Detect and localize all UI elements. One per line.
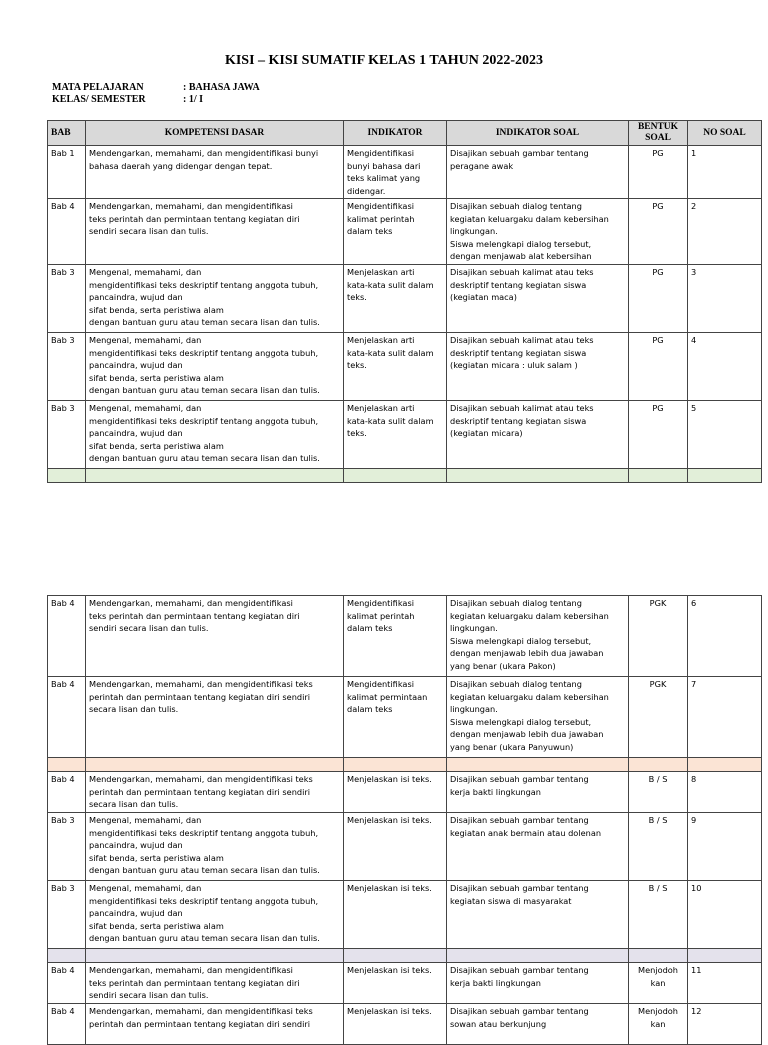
table-header-row [48, 121, 762, 146]
page-title: KISI – KISI SUMATIF KELAS 1 TAHUN 2022-2023 [224, 53, 544, 68]
cell-no-soal: 6 [688, 596, 762, 677]
table-row [48, 881, 762, 949]
cell-kompetensi-dasar: Mengenal, memahami, dan mengidentifikasi teks deskriptif tentang anggota tubuh, pancaindra, wujud dan sifat benda, serta peristiwa alam dengan bantuan guru atau teman secara lisan dan tulis. [86, 265, 344, 333]
header-bentuk-soal: BENTUK SOAL [629, 121, 688, 146]
cell-kompetensi-dasar: Mengenal, memahami, dan mengidentifikasi teks deskriptif tentang anggota tubuh, pancaindra, wujud dan sifat benda, serta peristiwa alam dengan bantuan guru atau teman secara lisan dan tulis. [86, 881, 344, 949]
cell-bab: Bab 4 [48, 199, 86, 265]
cell-indikator: Menjelaskan isi teks. [344, 963, 447, 1004]
cell-indikator: Menjelaskan isi teks. [344, 772, 447, 813]
cell-indikator: Menjelaskan isi teks. [344, 1004, 447, 1045]
cell-bentuk-soal: PGK [629, 677, 688, 758]
cell-indikator-soal: Disajikan sebuah dialog tentang kegiatan keluargaku dalam kebersihan lingkungan. Siswa melengkapi dialog tersebut, dengan menjawab lebih dua jawaban yang benar (ukara Panyuwun) [447, 677, 629, 758]
cell-indikator: Mengidentifikasi kalimat perintah dalam teks [344, 199, 447, 265]
subject-label: MATA PELAJARAN [52, 82, 144, 93]
cell-bab: Bab 4 [48, 772, 86, 813]
table-row [48, 772, 762, 813]
cell-kompetensi-dasar: Mendengarkan, memahami, dan mengidentifikasi bunyi bahasa daerah yang didengar dengan tepat. [86, 146, 344, 199]
cell-bab: Bab 1 [48, 146, 86, 199]
cell-bab: Bab 4 [48, 677, 86, 758]
cell-indikator-soal: Disajikan sebuah gambar tentang kerja bakti lingkungan [447, 772, 629, 813]
cell-bab: Bab 3 [48, 401, 86, 469]
cell-bentuk-soal: Menjodoh kan [629, 963, 688, 1004]
cell-kompetensi-dasar: Mendengarkan, memahami, dan mengidentifikasi teks perintah dan permintaan tentang kegiatan diri sendiri [86, 1004, 344, 1045]
cell-no-soal: 8 [688, 772, 762, 813]
cell-no-soal: 11 [688, 963, 762, 1004]
separator-row [48, 758, 762, 772]
cell-no-soal: 12 [688, 1004, 762, 1045]
cell-indikator-soal: Disajikan sebuah dialog tentang kegiatan keluargaku dalam kebersihan lingkungan. Siswa melengkapi dialog tersebut, dengan menjawab lebih dua jawaban yang benar (ukara Pakon) [447, 596, 629, 677]
header-indikator: INDIKATOR [344, 121, 447, 146]
cell-bentuk-soal: PG [629, 146, 688, 199]
cell-indikator-soal: Disajikan sebuah gambar tentang sowan atau berkunjung [447, 1004, 629, 1045]
cell-indikator-soal: Disajikan sebuah kalimat atau teks deskriptif tentang kegiatan siswa (kegiatan micara : uluk salam ) [447, 333, 629, 401]
cell-indikator-soal: Disajikan sebuah kalimat atau teks deskriptif tentang kegiatan siswa (kegiatan micara) [447, 401, 629, 469]
cell-bentuk-soal: PGK [629, 596, 688, 677]
cell-kompetensi-dasar: Mengenal, memahami, dan mengidentifikasi teks deskriptif tentang anggota tubuh, pancaindra, wujud dan sifat benda, serta peristiwa alam dengan bantuan guru atau teman secara lisan dan tulis. [86, 401, 344, 469]
cell-indikator: Mengidentifikasi bunyi bahasa dari teks kalimat yang didengar. [344, 146, 447, 199]
cell-no-soal: 3 [688, 265, 762, 333]
cell-bab: Bab 4 [48, 1004, 86, 1045]
table-row [48, 401, 762, 469]
cell-bentuk-soal: PG [629, 333, 688, 401]
cell-kompetensi-dasar: Mengenal, memahami, dan mengidentifikasi teks deskriptif tentang anggota tubuh, pancaindra, wujud dan sifat benda, serta peristiwa alam dengan bantuan guru atau teman secara lisan dan tulis. [86, 333, 344, 401]
cell-bentuk-soal: Menjodoh kan [629, 1004, 688, 1045]
cell-indikator: Menjelaskan isi teks. [344, 881, 447, 949]
separator-row [48, 949, 762, 963]
cell-bentuk-soal: PG [629, 265, 688, 333]
cell-bentuk-soal: PG [629, 401, 688, 469]
cell-indikator: Menjelaskan isi teks. [344, 813, 447, 881]
table-row [48, 146, 762, 199]
cell-bab: Bab 4 [48, 963, 86, 1004]
cell-kompetensi-dasar: Mendengarkan, memahami, dan mengidentifikasi teks perintah dan permintaan tentang kegiatan diri sendiri secara lisan dan tulis. [86, 677, 344, 758]
cell-indikator-soal: Disajikan sebuah gambar tentang kegiatan siswa di masyarakat [447, 881, 629, 949]
header-indikator-soal: INDIKATOR SOAL [447, 121, 629, 146]
cell-bab: Bab 3 [48, 881, 86, 949]
cell-indikator: Menjelaskan arti kata-kata sulit dalam teks. [344, 265, 447, 333]
cell-indikator-soal: Disajikan sebuah kalimat atau teks deskriptif tentang kegiatan siswa (kegiatan maca) [447, 265, 629, 333]
table-row [48, 813, 762, 881]
table-row [48, 265, 762, 333]
cell-bab: Bab 3 [48, 333, 86, 401]
subject-value: : BAHASA JAWA [183, 82, 260, 93]
cell-indikator: Mengidentifikasi kalimat permintaan dalam teks [344, 677, 447, 758]
table-row [48, 963, 762, 1004]
cell-no-soal: 10 [688, 881, 762, 949]
class-label: KELAS/ SEMESTER [52, 94, 146, 105]
cell-bab: Bab 4 [48, 596, 86, 677]
table-row [48, 1004, 762, 1045]
cell-bentuk-soal: B / S [629, 881, 688, 949]
table-row [48, 333, 762, 401]
cell-indikator: Menjelaskan arti kata-kata sulit dalam teks. [344, 333, 447, 401]
cell-no-soal: 1 [688, 146, 762, 199]
table-row [48, 677, 762, 758]
separator-row [48, 469, 762, 483]
cell-kompetensi-dasar: Mengenal, memahami, dan mengidentifikasi teks deskriptif tentang anggota tubuh, pancaindra, wujud dan sifat benda, serta peristiwa alam dengan bantuan guru atau teman secara lisan dan tulis. [86, 813, 344, 881]
cell-indikator: Menjelaskan arti kata-kata sulit dalam teks. [344, 401, 447, 469]
cell-no-soal: 4 [688, 333, 762, 401]
cell-no-soal: 7 [688, 677, 762, 758]
cell-bentuk-soal: B / S [629, 772, 688, 813]
cell-indikator-soal: Disajikan sebuah gambar tentang kerja bakti lingkungan [447, 963, 629, 1004]
cell-kompetensi-dasar: Mendengarkan, memahami, dan mengidentifikasi teks perintah dan permintaan tentang kegiatan diri sendiri secara lisan dan tulis. [86, 199, 344, 265]
header-bab: BAB [48, 121, 86, 146]
cell-bab: Bab 3 [48, 813, 86, 881]
cell-bab: Bab 3 [48, 265, 86, 333]
cell-bentuk-soal: B / S [629, 813, 688, 881]
kisi-table-1 [47, 120, 762, 483]
cell-kompetensi-dasar: Mendengarkan, memahami, dan mengidentifikasi teks perintah dan permintaan tentang kegiatan diri sendiri secara lisan dan tulis. [86, 963, 344, 1004]
header-no-soal: NO SOAL [688, 121, 762, 146]
cell-indikator-soal: Disajikan sebuah dialog tentang kegiatan keluargaku dalam kebersihan lingkungan. Siswa melengkapi dialog tersebut, dengan menjawab alat kebersihan [447, 199, 629, 265]
cell-indikator: Mengidentifikasi kalimat perintah dalam teks [344, 596, 447, 677]
cell-indikator-soal: Disajikan sebuah gambar tentang peragane awak [447, 146, 629, 199]
cell-indikator-soal: Disajikan sebuah gambar tentang kegiatan anak bermain atau dolenan [447, 813, 629, 881]
cell-bentuk-soal: PG [629, 199, 688, 265]
cell-no-soal: 2 [688, 199, 762, 265]
cell-no-soal: 9 [688, 813, 762, 881]
meta-block [52, 81, 352, 107]
header-kompetensi-dasar: KOMPETENSI DASAR [86, 121, 344, 146]
cell-kompetensi-dasar: Mendengarkan, memahami, dan mengidentifikasi teks perintah dan permintaan tentang kegiatan diri sendiri secara lisan dan tulis. [86, 772, 344, 813]
kisi-table-2 [47, 595, 762, 1045]
cell-no-soal: 5 [688, 401, 762, 469]
class-value: : 1/ I [183, 94, 203, 105]
table-row [48, 596, 762, 677]
cell-kompetensi-dasar: Mendengarkan, memahami, dan mengidentifikasi teks perintah dan permintaan tentang kegiatan diri sendiri secara lisan dan tulis. [86, 596, 344, 677]
table-row [48, 199, 762, 265]
